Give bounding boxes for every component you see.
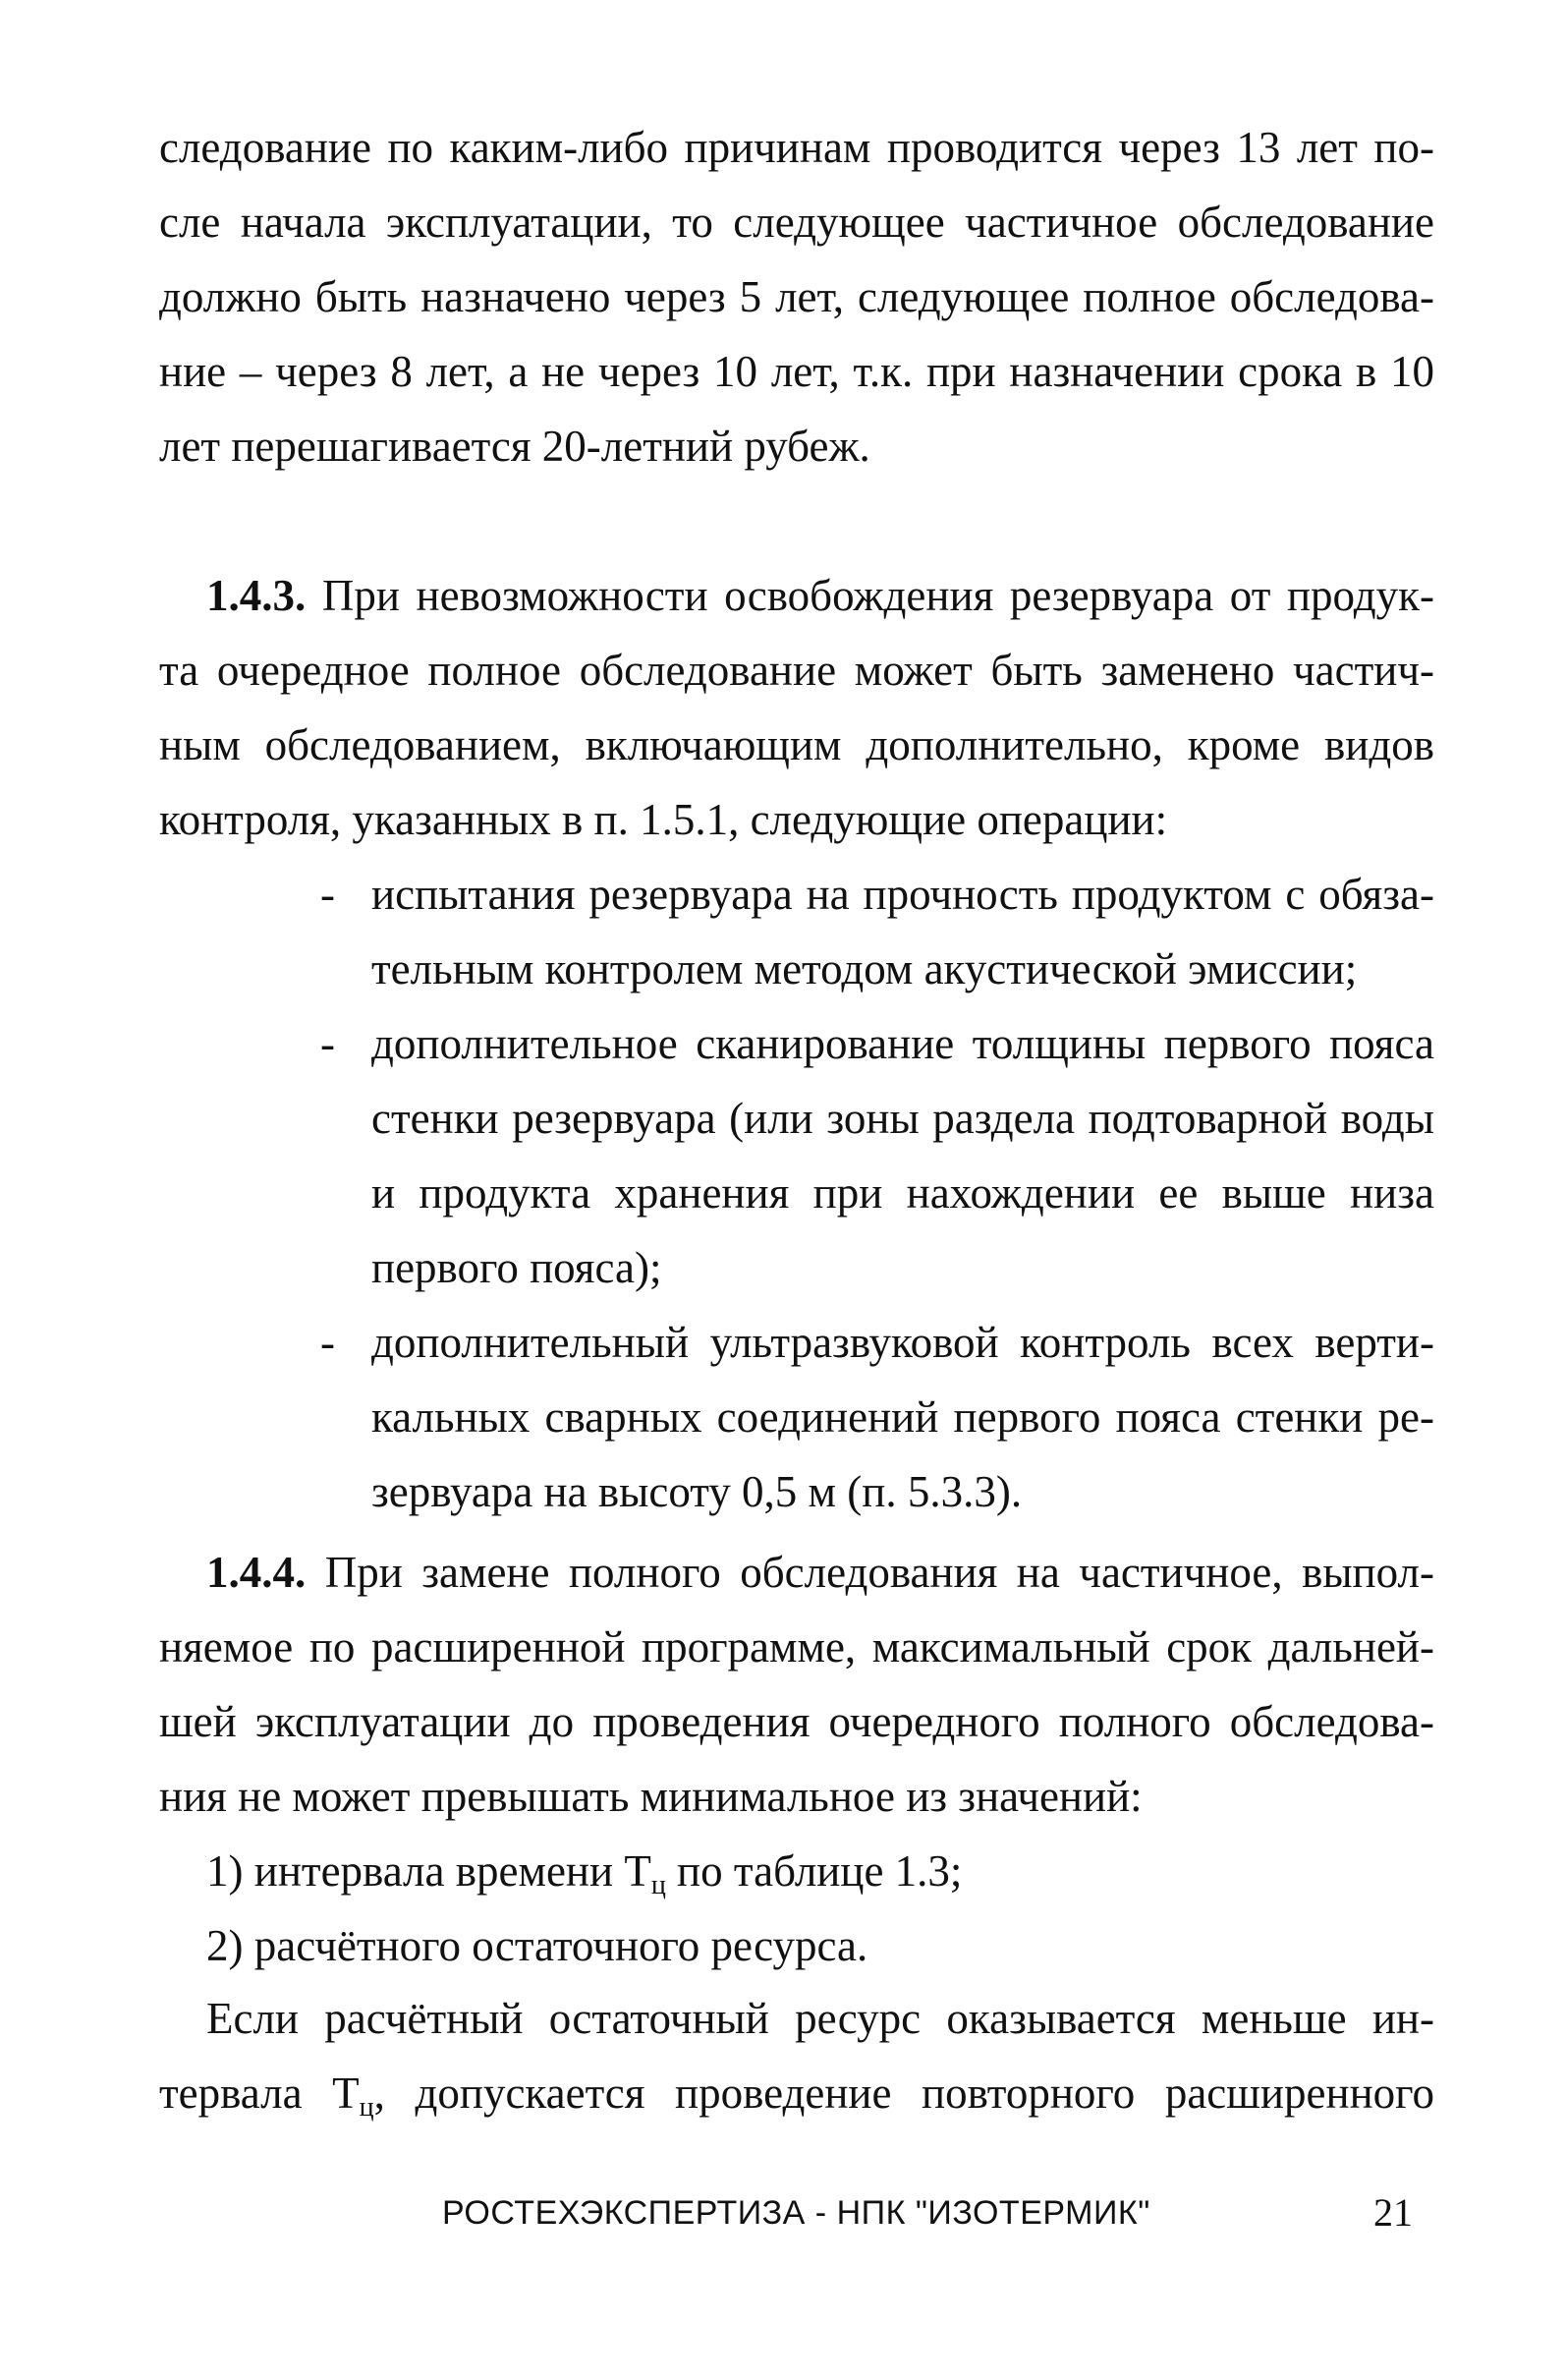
subscript: ц — [650, 1870, 666, 1900]
page-footer — [0, 2183, 1566, 2242]
text-fragment: При замене полного обследования на частичное, выпол- — [324, 1548, 1434, 1597]
text-line: должно быть назначено через 5 лет, следующее полное обследова- — [159, 272, 1434, 321]
text-line: та очередное полное обследование может быть заменено частич- — [159, 646, 1434, 695]
text-line: первого пояса); — [371, 1243, 662, 1292]
enum-item — [159, 1834, 1434, 1908]
text-line: лет перешагивается 20-летний рубеж. — [159, 422, 870, 471]
list-dash: - — [320, 1019, 335, 1068]
paragraph-final — [159, 1981, 1434, 2130]
list-dash: - — [320, 870, 335, 919]
text-line: дополнительное сканирование толщины первого пояса — [371, 1019, 1434, 1068]
text-fragment: 1) интервала времени Т — [206, 1846, 651, 1896]
text-fragment: тервала Т — [159, 2068, 360, 2118]
text-fragment: по таблице 1.3; — [665, 1846, 963, 1896]
text-line: контроля, указанных в п. 1.5.1, следующие операции: — [159, 795, 1168, 844]
text-fragment: При невозможности освобождения резервуара от продук- — [321, 571, 1435, 620]
paragraph-continuation — [159, 110, 1434, 483]
text-line: ние – через 8 лет, а не через 10 лет, т.к. при назначении срока в 10 — [159, 347, 1434, 396]
text-line: кальных сварных соединений первого пояса стенки ре- — [371, 1392, 1434, 1442]
list-dash: - — [320, 1318, 335, 1367]
text-line — [159, 2056, 1434, 2130]
text-line: и продукта хранения при нахождении ее выше низа — [371, 1168, 1434, 1218]
text-line: тельным контролем методом акустической эмиссии; — [371, 944, 1358, 993]
footer-organization: РОСТЕХЭКСПЕРТИЗА - НПК "ИЗОТЕРМИК" — [442, 2194, 1150, 2232]
text-line — [159, 1535, 1434, 1610]
text-line: шей эксплуатации до проведения очередного полного обследова- — [159, 1697, 1434, 1746]
text-line: стенки резервуара (или зоны раздела подтоварной воды — [371, 1094, 1434, 1143]
subscript: ц — [359, 2092, 374, 2123]
text-line: следование по каким-либо причинам проводится через 13 лет по- — [159, 123, 1434, 172]
paragraph-1-4-3 — [159, 558, 1434, 857]
text-line: Если расчётный остаточный ресурс оказывается меньше ин- — [206, 1994, 1434, 2043]
text-fragment: , допускается проведение повторного расширенного — [373, 2068, 1434, 2118]
text-line: испытания резервуара на прочность продуктом с обяза- — [371, 870, 1434, 919]
text-line: ным обследованием, включающим дополнительно, кроме видов — [159, 720, 1434, 769]
text-line — [159, 558, 1434, 633]
text-line: няемое по расширенной программе, максимальный срок дальней- — [159, 1622, 1434, 1672]
text-line: ния не может превышать минимальное из значений: — [159, 1772, 1143, 1821]
section-number: 1.4.3. — [206, 571, 307, 620]
section-number: 1.4.4. — [206, 1548, 307, 1597]
paragraph-1-4-4 — [159, 1535, 1434, 1983]
page-number: 21 — [1373, 2190, 1413, 2235]
text-line: зервуара на высоту 0,5 м (п. 5.3.3). — [371, 1467, 1023, 1516]
text-line: дополнительный ультразвуковой контроль всех верти- — [371, 1318, 1434, 1367]
text-line: сле начала эксплуатации, то следующее частичное обследование — [159, 198, 1434, 247]
enum-item: 2) расчётного остаточного ресурса. — [206, 1921, 868, 1970]
